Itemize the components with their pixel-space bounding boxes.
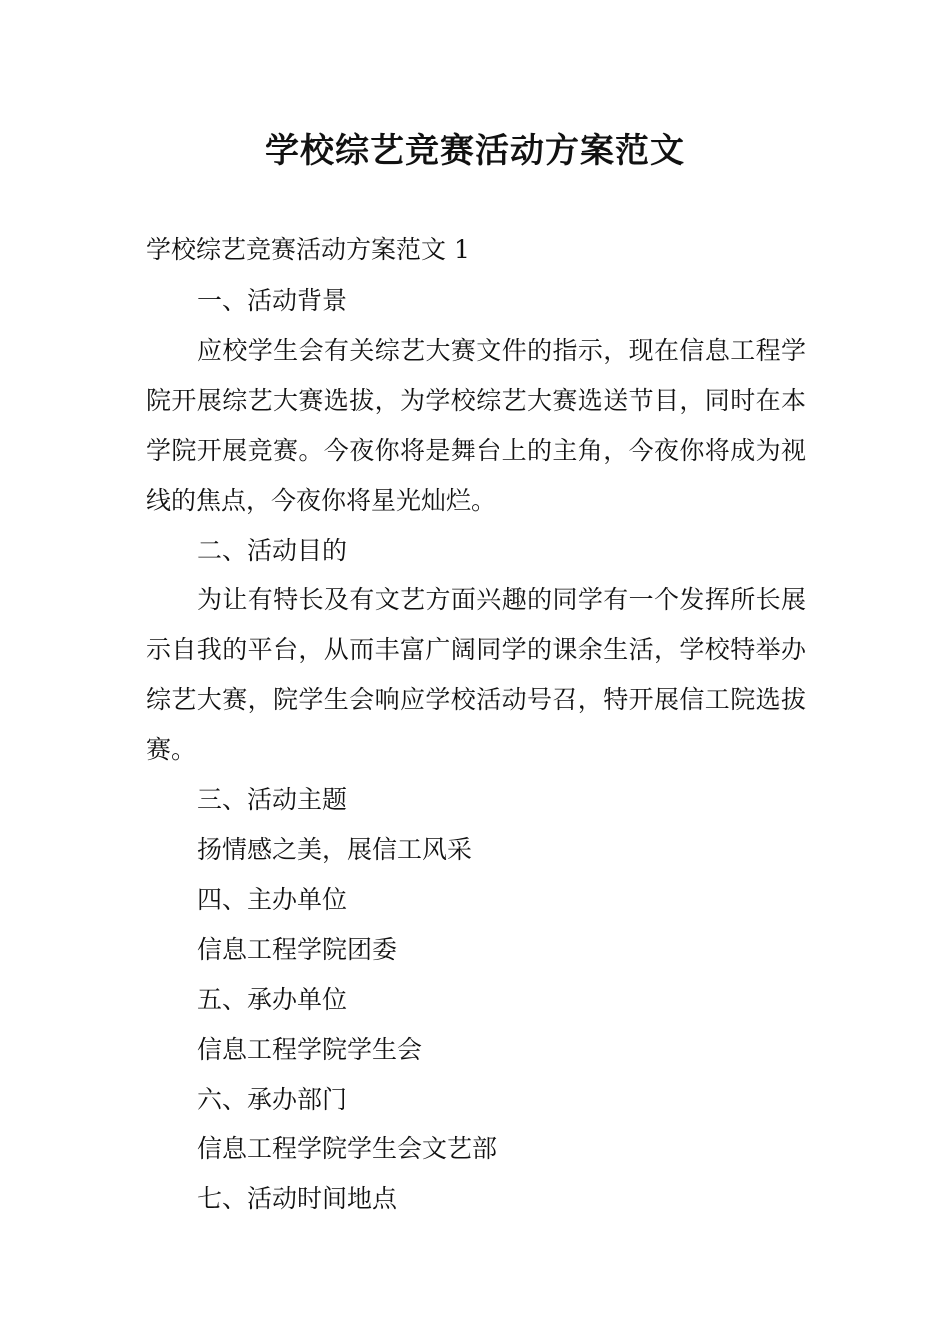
heading-background: 一、活动背景	[197, 286, 348, 315]
paragraph-organizer: 信息工程学院团委	[197, 934, 398, 964]
document-title: 学校综艺竞赛活动方案范文	[265, 131, 685, 171]
heading-organizer: 四、主办单位	[197, 884, 348, 914]
paragraph-purpose: 为让有特长及有文艺方面兴趣的同学有一个发挥所长展示自我的平台，从而丰富广阔同学的课余生活，学校特举办综艺大赛，院学生会响应学校活动号召，特开展信工院选拔赛。	[146, 585, 806, 765]
paragraph-host: 信息工程学院学生会	[197, 1034, 423, 1064]
heading-host: 五、承办单位	[197, 984, 348, 1014]
heading-department: 六、承办部门	[197, 1084, 348, 1114]
paragraph-theme: 扬情感之美，展信工风采	[197, 834, 473, 864]
section-subtitle: 学校综艺竞赛活动方案范文 1	[146, 235, 470, 264]
document-body	[146, 276, 806, 1224]
heading-theme: 三、活动主题	[197, 785, 348, 815]
paragraph-department: 信息工程学院学生会文艺部	[197, 1134, 498, 1164]
heading-purpose: 二、活动目的	[197, 535, 348, 565]
heading-time-place: 七、活动时间地点	[197, 1184, 398, 1214]
paragraph-background: 应校学生会有关综艺大赛文件的指示，现在信息工程学院开展综艺大赛选拔，为学校综艺大赛选送节目，同时在本学院开展竞赛。今夜你将是舞台上的主角，今夜你将成为视线的焦点，今夜你将星光灿烂。	[146, 335, 806, 515]
